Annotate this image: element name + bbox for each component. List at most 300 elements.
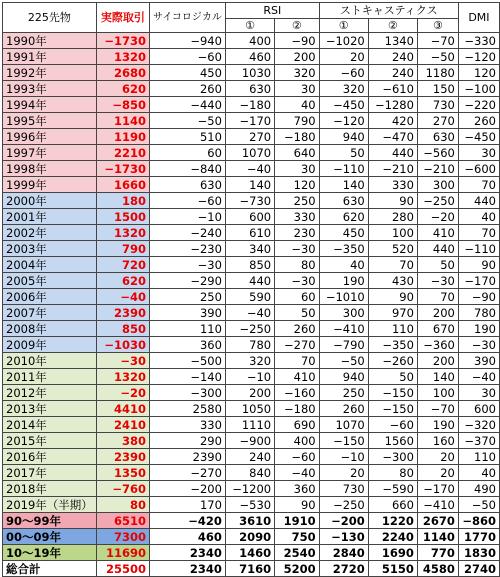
- year-label: 1992年: [3, 65, 97, 81]
- actual-cell: 2390: [96, 449, 149, 465]
- dmi-cell: 1830: [458, 545, 499, 561]
- psychological-cell: 250: [150, 289, 226, 305]
- psychological-cell: 260: [150, 81, 226, 97]
- stoch1-cell: −120: [319, 113, 368, 129]
- table-row: [3, 209, 500, 225]
- dmi-cell: 600: [458, 401, 499, 417]
- actual-cell: 2680: [96, 65, 149, 81]
- stoch1-cell: −350: [319, 241, 368, 257]
- rsi2-cell: −90: [275, 33, 320, 49]
- actual-cell: 6510: [96, 513, 149, 529]
- psychological-cell: 290: [150, 433, 226, 449]
- header-row-main: [3, 3, 500, 19]
- year-label: 1993年: [3, 81, 97, 97]
- actual-cell: 1320: [96, 369, 149, 385]
- stoch2-cell: 1220: [368, 513, 417, 529]
- stoch1-cell: 2840: [319, 545, 368, 561]
- actual-cell: −1730: [96, 33, 149, 49]
- actual-cell: 7300: [96, 529, 149, 545]
- dmi-cell: −110: [458, 241, 499, 257]
- rsi1-cell: 780: [225, 337, 274, 353]
- actual-cell: 1190: [96, 129, 149, 145]
- rsi1-cell: −900: [225, 433, 274, 449]
- stoch2-cell: −150: [368, 385, 417, 401]
- psychological-cell: 510: [150, 129, 226, 145]
- rsi1-cell: −180: [225, 97, 274, 113]
- table-row: [3, 321, 500, 337]
- year-label: 2000年: [3, 193, 97, 209]
- rsi1-cell: −40: [225, 161, 274, 177]
- year-label: 2007年: [3, 305, 97, 321]
- actual-cell: 80: [96, 497, 149, 513]
- psychological-cell: 360: [150, 337, 226, 353]
- dmi-cell: −170: [458, 273, 499, 289]
- dmi-cell: 2740: [458, 561, 499, 577]
- rsi1-cell: 240: [225, 449, 274, 465]
- rsi2-cell: 320: [275, 65, 320, 81]
- stoch3-cell: 160: [417, 433, 458, 449]
- summary-row: [3, 529, 500, 545]
- rsi2-cell: −180: [275, 129, 320, 145]
- dmi-cell: 90: [458, 257, 499, 273]
- stoch2-cell: 520: [368, 241, 417, 257]
- psychological-cell: −60: [150, 49, 226, 65]
- stoch1-cell: 20: [319, 465, 368, 481]
- rsi1-cell: 270: [225, 129, 274, 145]
- stoch2-cell: 5150: [368, 561, 417, 577]
- rsi2-cell: −160: [275, 385, 320, 401]
- rsi2-cell: 5200: [275, 561, 320, 577]
- table-row: [3, 481, 500, 497]
- rsi1-cell: 590: [225, 289, 274, 305]
- actual-cell: 790: [96, 241, 149, 257]
- psychological-cell: −940: [150, 33, 226, 49]
- actual-cell: 720: [96, 257, 149, 273]
- stoch1-cell: −250: [319, 497, 368, 513]
- table-row: [3, 81, 500, 97]
- rsi-header: RSI: [225, 3, 319, 19]
- table-row: [3, 177, 500, 193]
- actual-cell: 1350: [96, 465, 149, 481]
- year-label: 1995年: [3, 113, 97, 129]
- actual-cell: 180: [96, 193, 149, 209]
- stoch3-cell: 20: [417, 465, 458, 481]
- dmi-cell: −330: [458, 33, 499, 49]
- table-row: [3, 97, 500, 113]
- table-row: [3, 497, 500, 513]
- stoch3-cell: −170: [417, 481, 458, 497]
- rsi-sub-1: ①: [225, 19, 274, 33]
- stoch1-cell: −1010: [319, 289, 368, 305]
- dmi-cell: −120: [458, 49, 499, 65]
- stoch2-cell: 280: [368, 209, 417, 225]
- stoch2-cell: −350: [368, 337, 417, 353]
- table-row: [3, 433, 500, 449]
- table-row: [3, 225, 500, 241]
- stoch3-cell: −70: [417, 33, 458, 49]
- actual-cell: 1500: [96, 209, 149, 225]
- actual-cell: 1660: [96, 177, 149, 193]
- rsi2-cell: 790: [275, 113, 320, 129]
- actual-cell: 1320: [96, 225, 149, 241]
- year-label: 2003年: [3, 241, 97, 257]
- rsi2-cell: 200: [275, 49, 320, 65]
- stoch-sub-1: ①: [319, 19, 368, 33]
- psychological-cell: −60: [150, 193, 226, 209]
- psychological-cell: 330: [150, 417, 226, 433]
- year-label: 2001年: [3, 209, 97, 225]
- stoch2-cell: −1280: [368, 97, 417, 113]
- psychological-cell: −30: [150, 257, 226, 273]
- stoch2-cell: −150: [368, 401, 417, 417]
- dmi-cell: −220: [458, 97, 499, 113]
- stoch2-cell: 430: [368, 273, 417, 289]
- psychological-cell: 390: [150, 305, 226, 321]
- year-label: 1991年: [3, 49, 97, 65]
- psychological-cell: −500: [150, 353, 226, 369]
- table-row: [3, 401, 500, 417]
- year-label: 00〜09年: [3, 529, 97, 545]
- stoch1-cell: 940: [319, 369, 368, 385]
- rsi2-cell: 230: [275, 225, 320, 241]
- stoch3-cell: −30: [417, 273, 458, 289]
- stoch3-cell: 140: [417, 369, 458, 385]
- stoch1-cell: 40: [319, 257, 368, 273]
- psychological-cell: −200: [150, 481, 226, 497]
- psychological-cell: −240: [150, 225, 226, 241]
- year-label: 1999年: [3, 177, 97, 193]
- stoch2-cell: 80: [368, 465, 417, 481]
- stoch2-cell: −590: [368, 481, 417, 497]
- actual-cell: −760: [96, 481, 149, 497]
- rsi2-cell: 60: [275, 289, 320, 305]
- stoch3-cell: −410: [417, 497, 458, 513]
- actual-cell: 620: [96, 273, 149, 289]
- stoch2-cell: 1340: [368, 33, 417, 49]
- rsi1-cell: 1460: [225, 545, 274, 561]
- rsi1-cell: 600: [225, 209, 274, 225]
- stoch2-cell: 240: [368, 49, 417, 65]
- psychological-cell: 110: [150, 321, 226, 337]
- year-label: 2018年: [3, 481, 97, 497]
- dmi-cell: 40: [458, 209, 499, 225]
- rsi1-cell: 2090: [225, 529, 274, 545]
- stoch1-cell: 20: [319, 49, 368, 65]
- rsi1-cell: 840: [225, 465, 274, 481]
- actual-cell: 2390: [96, 305, 149, 321]
- year-label: 1997年: [3, 145, 97, 161]
- rsi1-cell: −10: [225, 369, 274, 385]
- stoch2-cell: −60: [368, 417, 417, 433]
- stoch1-cell: 300: [319, 305, 368, 321]
- stoch3-cell: 150: [417, 81, 458, 97]
- table-row: [3, 257, 500, 273]
- stoch2-cell: −300: [368, 449, 417, 465]
- stoch2-cell: −470: [368, 129, 417, 145]
- stoch3-cell: 4580: [417, 561, 458, 577]
- psychological-cell: 630: [150, 177, 226, 193]
- dmi-cell: −370: [458, 433, 499, 449]
- table-row: [3, 305, 500, 321]
- rsi2-cell: 1910: [275, 513, 320, 529]
- stoch2-cell: −210: [368, 161, 417, 177]
- rsi1-cell: 320: [225, 353, 274, 369]
- table-row: [3, 353, 500, 369]
- summary-row: [3, 561, 500, 577]
- stoch2-cell: 660: [368, 497, 417, 513]
- dmi-cell: 390: [458, 353, 499, 369]
- year-label: 2017年: [3, 465, 97, 481]
- actual-cell: 380: [96, 433, 149, 449]
- year-label: 2008年: [3, 321, 97, 337]
- rsi2-cell: 80: [275, 257, 320, 273]
- stoch3-cell: 770: [417, 545, 458, 561]
- rsi2-cell: −270: [275, 337, 320, 353]
- rsi1-cell: 1050: [225, 401, 274, 417]
- stoch1-cell: −110: [319, 161, 368, 177]
- stoch2-cell: 420: [368, 113, 417, 129]
- psychological-header: サイコロジカル: [150, 3, 226, 33]
- stoch1-cell: 320: [319, 81, 368, 97]
- stoch3-cell: −210: [417, 161, 458, 177]
- stoch1-cell: 190: [319, 273, 368, 289]
- rsi2-cell: 250: [275, 193, 320, 209]
- stoch1-cell: −50: [319, 353, 368, 369]
- dmi-cell: 1770: [458, 529, 499, 545]
- rsi2-cell: 690: [275, 417, 320, 433]
- rsi1-cell: 200: [225, 385, 274, 401]
- dmi-cell: −100: [458, 81, 499, 97]
- rsi1-cell: 610: [225, 225, 274, 241]
- dmi-cell: 120: [458, 65, 499, 81]
- rsi1-cell: 460: [225, 49, 274, 65]
- rsi1-cell: 1030: [225, 65, 274, 81]
- stoch2-cell: −260: [368, 353, 417, 369]
- table-row: [3, 33, 500, 49]
- rsi1-cell: 850: [225, 257, 274, 273]
- stoch3-cell: 50: [417, 257, 458, 273]
- stoch1-cell: 250: [319, 385, 368, 401]
- futures-header: 225先物: [3, 3, 97, 33]
- dmi-cell: 30: [458, 145, 499, 161]
- actual-cell: −20: [96, 385, 149, 401]
- stoch1-cell: −450: [319, 97, 368, 113]
- summary-row: [3, 513, 500, 529]
- actual-cell: −30: [96, 353, 149, 369]
- stoch3-cell: 2670: [417, 513, 458, 529]
- backtest-table-container: [2, 2, 500, 577]
- stoch1-cell: 140: [319, 177, 368, 193]
- table-row: [3, 193, 500, 209]
- table-row: [3, 449, 500, 465]
- table-row: [3, 385, 500, 401]
- year-label: 1994年: [3, 97, 97, 113]
- stoch3-cell: 20: [417, 449, 458, 465]
- year-label: 2010年: [3, 353, 97, 369]
- rsi1-cell: 7160: [225, 561, 274, 577]
- psychological-cell: −50: [150, 113, 226, 129]
- rsi2-cell: 330: [275, 209, 320, 225]
- psychological-cell: −270: [150, 465, 226, 481]
- backtest-results-table: [2, 2, 500, 577]
- rsi-sub-2: ②: [275, 19, 320, 33]
- year-label: 総合計: [3, 561, 97, 577]
- stoch2-cell: 70: [368, 257, 417, 273]
- stoch3-cell: −20: [417, 209, 458, 225]
- year-label: 1996年: [3, 129, 97, 145]
- stoch3-cell: 200: [417, 305, 458, 321]
- psychological-cell: −10: [150, 209, 226, 225]
- stoch1-cell: −130: [319, 529, 368, 545]
- rsi1-cell: 400: [225, 33, 274, 49]
- actual-trade-header: 実際取引: [96, 3, 149, 33]
- table-row: [3, 49, 500, 65]
- year-label: 2009年: [3, 337, 97, 353]
- psychological-cell: −840: [150, 161, 226, 177]
- dmi-cell: −320: [458, 417, 499, 433]
- stoch3-cell: 270: [417, 113, 458, 129]
- rsi1-cell: 140: [225, 177, 274, 193]
- stoch3-cell: −50: [417, 49, 458, 65]
- rsi2-cell: 410: [275, 369, 320, 385]
- rsi2-cell: −30: [275, 241, 320, 257]
- stoch2-cell: 110: [368, 321, 417, 337]
- dmi-cell: 190: [458, 321, 499, 337]
- rsi2-cell: 400: [275, 433, 320, 449]
- rsi2-cell: 90: [275, 497, 320, 513]
- stoch2-cell: 90: [368, 193, 417, 209]
- stoch2-cell: 330: [368, 177, 417, 193]
- psychological-cell: −140: [150, 369, 226, 385]
- stoch3-cell: 670: [417, 321, 458, 337]
- dmi-cell: −600: [458, 161, 499, 177]
- actual-cell: 2210: [96, 145, 149, 161]
- dmi-cell: 490: [458, 481, 499, 497]
- psychological-cell: 450: [150, 65, 226, 81]
- table-row: [3, 145, 500, 161]
- year-label: 2006年: [3, 289, 97, 305]
- rsi2-cell: 30: [275, 81, 320, 97]
- actual-cell: −1030: [96, 337, 149, 353]
- psychological-cell: −440: [150, 97, 226, 113]
- stoch3-cell: −560: [417, 145, 458, 161]
- stoch3-cell: 440: [417, 241, 458, 257]
- rsi1-cell: 340: [225, 241, 274, 257]
- year-label: 2016年: [3, 449, 97, 465]
- stoch-sub-2: ②: [368, 19, 417, 33]
- rsi1-cell: −1200: [225, 481, 274, 497]
- rsi1-cell: 630: [225, 81, 274, 97]
- stoch2-cell: −610: [368, 81, 417, 97]
- dmi-cell: 70: [458, 225, 499, 241]
- year-label: 2015年: [3, 433, 97, 449]
- stoch3-cell: 100: [417, 385, 458, 401]
- stoch3-cell: 190: [417, 417, 458, 433]
- rsi2-cell: 40: [275, 97, 320, 113]
- stoch1-cell: −1020: [319, 33, 368, 49]
- rsi2-cell: −30: [275, 273, 320, 289]
- year-label: 1998年: [3, 161, 97, 177]
- rsi2-cell: −40: [275, 465, 320, 481]
- year-label: 2013年: [3, 401, 97, 417]
- rsi1-cell: −250: [225, 321, 274, 337]
- dmi-header: DMI: [458, 3, 499, 33]
- table-row: [3, 161, 500, 177]
- dmi-cell: −90: [458, 289, 499, 305]
- actual-cell: 4410: [96, 401, 149, 417]
- rsi2-cell: 640: [275, 145, 320, 161]
- dmi-cell: 780: [458, 305, 499, 321]
- dmi-cell: 110: [458, 449, 499, 465]
- table-row: [3, 417, 500, 433]
- psychological-cell: 460: [150, 529, 226, 545]
- actual-cell: 620: [96, 81, 149, 97]
- stoch1-cell: 2720: [319, 561, 368, 577]
- stochastics-header: ストキャスティクス: [319, 3, 458, 19]
- psychological-cell: 60: [150, 145, 226, 161]
- table-row: [3, 129, 500, 145]
- stoch1-cell: 50: [319, 145, 368, 161]
- table-row: [3, 113, 500, 129]
- rsi2-cell: 360: [275, 481, 320, 497]
- year-label: 90〜99年: [3, 513, 97, 529]
- stoch2-cell: 440: [368, 145, 417, 161]
- year-label: 2014年: [3, 417, 97, 433]
- rsi2-cell: 70: [275, 353, 320, 369]
- psychological-cell: −290: [150, 273, 226, 289]
- year-label: 1990年: [3, 33, 97, 49]
- stoch2-cell: 240: [368, 65, 417, 81]
- stoch3-cell: −250: [417, 193, 458, 209]
- stoch3-cell: 730: [417, 97, 458, 113]
- year-label: 2012年: [3, 385, 97, 401]
- stoch1-cell: −200: [319, 513, 368, 529]
- rsi2-cell: −60: [275, 449, 320, 465]
- actual-cell: 1140: [96, 113, 149, 129]
- stoch2-cell: 1560: [368, 433, 417, 449]
- rsi1-cell: −170: [225, 113, 274, 129]
- rsi1-cell: 1110: [225, 417, 274, 433]
- actual-cell: 850: [96, 321, 149, 337]
- dmi-cell: −50: [458, 497, 499, 513]
- psychological-cell: 2340: [150, 561, 226, 577]
- actual-cell: 2410: [96, 417, 149, 433]
- psychological-cell: 2390: [150, 449, 226, 465]
- year-label: 2004年: [3, 257, 97, 273]
- rsi2-cell: 260: [275, 321, 320, 337]
- stoch3-cell: −360: [417, 337, 458, 353]
- dmi-cell: −30: [458, 337, 499, 353]
- dmi-cell: 440: [458, 193, 499, 209]
- stoch2-cell: 90: [368, 289, 417, 305]
- stoch1-cell: −410: [319, 321, 368, 337]
- rsi1-cell: −530: [225, 497, 274, 513]
- stoch3-cell: 1140: [417, 529, 458, 545]
- actual-cell: 1320: [96, 49, 149, 65]
- dmi-cell: −450: [458, 129, 499, 145]
- stoch1-cell: −60: [319, 65, 368, 81]
- table-row: [3, 337, 500, 353]
- stoch1-cell: 940: [319, 129, 368, 145]
- psychological-cell: 2340: [150, 545, 226, 561]
- rsi1-cell: 440: [225, 273, 274, 289]
- rsi1-cell: −40: [225, 305, 274, 321]
- rsi2-cell: 50: [275, 305, 320, 321]
- dmi-cell: 260: [458, 113, 499, 129]
- year-label: 2005年: [3, 273, 97, 289]
- table-row: [3, 241, 500, 257]
- rsi1-cell: 1070: [225, 145, 274, 161]
